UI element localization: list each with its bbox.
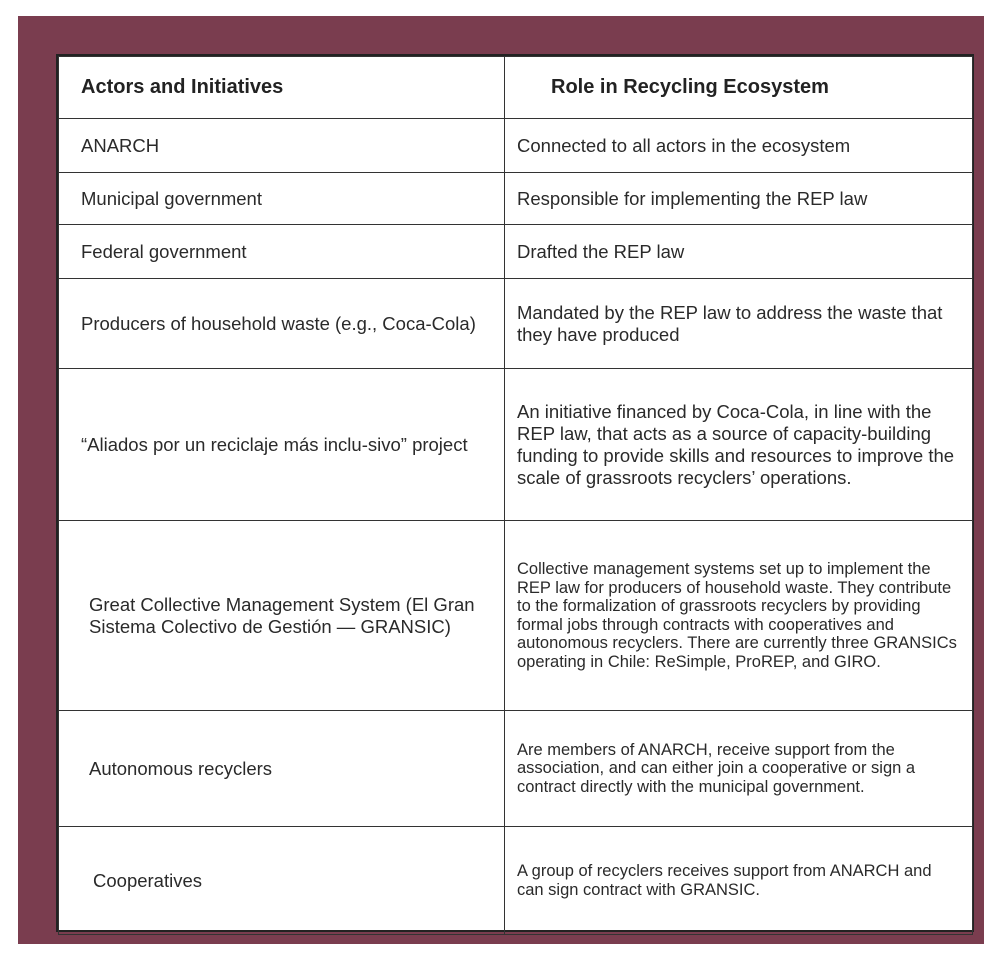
role-cell: Responsible for implementing the REP law: [505, 173, 973, 225]
actors-roles-table: [58, 56, 973, 935]
role-cell: A group of recyclers receives support from ANARCH and can sign contract with GRANSIC.: [505, 827, 973, 935]
table-row: [59, 827, 973, 935]
actor-cell: ANARCH: [59, 119, 505, 173]
actor-cell: Cooperatives: [59, 827, 505, 935]
table-panel: [56, 54, 974, 932]
role-cell: Are members of ANARCH, receive support from the association, and can either join a cooperative or sign a contract directly with the municipal government.: [505, 711, 973, 827]
table-row: [59, 225, 973, 279]
actor-cell: Municipal government: [59, 173, 505, 225]
role-cell: An initiative financed by Coca-Cola, in line with the REP law, that acts as a source of capacity-building funding to provide skills and resources to improve the scale of grassroots recyclers’ operations.: [505, 369, 973, 521]
actor-cell: “Aliados por un reciclaje más inclu-sivo” project: [59, 369, 505, 521]
actor-cell: Producers of household waste (e.g., Coca-Cola): [59, 279, 505, 369]
role-cell: Mandated by the REP law to address the waste that they have produced: [505, 279, 973, 369]
table-row: [59, 521, 973, 711]
table-row: [59, 711, 973, 827]
table-header-row: [59, 57, 973, 119]
maroon-frame: [18, 16, 984, 944]
role-cell: Collective management systems set up to implement the REP law for producers of household waste. They contribute to the formalization of grassroots recyclers by providing formal jobs through contracts with cooperatives and autonomous recyclers. There are currently three GRANSICs operating in Chile: ReSimple, ProREP, and GIRO.: [505, 521, 973, 711]
table-row: [59, 173, 973, 225]
role-cell: Connected to all actors in the ecosystem: [505, 119, 973, 173]
role-cell: Drafted the REP law: [505, 225, 973, 279]
actor-cell: Autonomous recyclers: [59, 711, 505, 827]
table-row: [59, 369, 973, 521]
header-role: Role in Recycling Ecosystem: [505, 57, 973, 119]
actor-cell: Federal government: [59, 225, 505, 279]
table-row: [59, 119, 973, 173]
actor-cell: Great Collective Management System (El Gran Sistema Colectivo de Gestión — GRANSIC): [59, 521, 505, 711]
header-actors: Actors and Initiatives: [59, 57, 505, 119]
table-row: [59, 279, 973, 369]
